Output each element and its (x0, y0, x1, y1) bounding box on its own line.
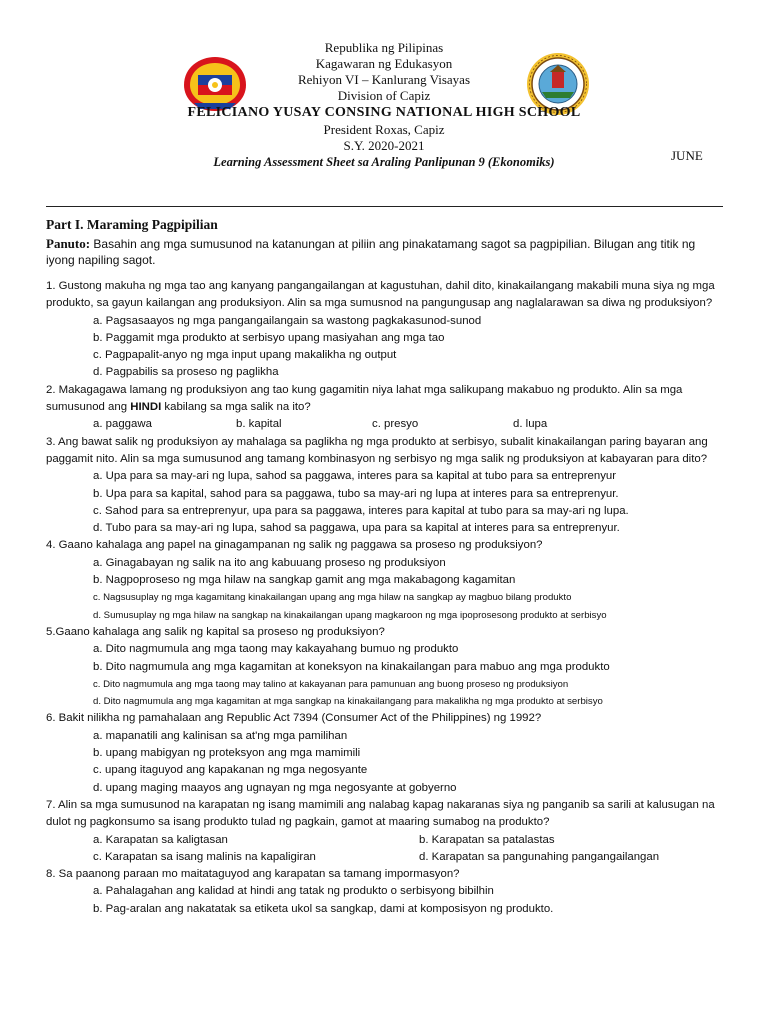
question-stem-emphasis: HINDI (130, 401, 162, 414)
option-b[interactable]: b. Nagpoproseso ng mga hilaw na sangkap gamit ang mga makabagong kagamitan (93, 574, 516, 587)
question-3 (46, 434, 721, 538)
option-a[interactable]: a. paggawa (93, 418, 152, 431)
question-4 (46, 537, 721, 623)
options-row (46, 832, 721, 849)
directions-label: Panuto: (46, 236, 91, 251)
question-stem (46, 382, 721, 417)
option-c[interactable]: c. presyo (372, 418, 419, 431)
option-b[interactable]: b. Paggamit mga produkto at serbisyo upang masiyahan ang mga tao (93, 331, 445, 344)
option-b[interactable]: b. kapital (236, 418, 282, 431)
options-row (46, 849, 721, 866)
question-stem: 3. Ang bawat salik ng produksiyon ay mahalaga sa paglikha ng mga produkto at serbisyo, subalit kinakailangan paring bayaran ang paggamit nito. Alin sa mga sumusunod ang tamang kombinasyon ng serbisyo ng mga salik ng produksiyon at kabayaran para dito? (46, 435, 708, 465)
question-stem: 6. Bakit nilikha ng pamahalaan ang Republic Act 7394 (Consumer Act of the Philippines) ng 1992? (46, 712, 542, 725)
option-b[interactable]: b. Dito nagmumula ang mga kagamitan at koneksyon na kinakailangan para mabuo ang mga produkto (93, 660, 610, 673)
question-5 (46, 624, 721, 710)
option-d[interactable]: d. Dito nagmumula ang mga kagamitan at mga sangkap na kinakailangang para makalikha ng mga produkto at serbisyo (93, 696, 603, 708)
question-8 (46, 866, 721, 918)
question-stem: 8. Sa paanong paraan mo maitataguyod ang karapatan sa tamang impormasyon? (46, 868, 460, 881)
question-stem-part: 2. Makagagawa lamang ng produksiyon ang tao kung gagamitin niya lahat mga salikupang makabuo ng produkto. Alin sa mga sumusunod ang (46, 383, 683, 414)
option-c[interactable]: c. Pagpapalit-anyo ng mga input upang makalikha ng output (93, 349, 397, 362)
option-d[interactable]: d. Tubo para sa may-ari ng lupa, sahod sa paggawa, upa para sa kapital at interes para sa entreprenyur. (93, 522, 620, 535)
option-a[interactable]: a. Karapatan sa kaligtasan (93, 833, 228, 846)
option-b[interactable]: b. Upa para sa kapital, sahod para sa paggawa, tubo sa may-ari ng lupa at interes para sa entreprenyur. (93, 487, 619, 500)
option-b[interactable]: b. Pag-aralan ang nakatatak sa etiketa ukol sa sangkap, dami at komposisyon ng produkto. (93, 902, 554, 915)
school-year: S.Y. 2020-2021 (343, 138, 425, 153)
header-division: Division of Capiz (337, 88, 431, 103)
option-c[interactable]: c. Karapatan sa isang malinis na kapaligiran (93, 850, 316, 863)
option-b[interactable]: b. Karapatan sa patalastas (419, 833, 555, 846)
option-d[interactable]: d. upang maging maayos ang ugnayan ng mga negosyante at gobyerno (93, 781, 457, 794)
school-name: FELICIANO YUSAY CONSING NATIONAL HIGH SCHOOL (187, 105, 581, 120)
header-divider (46, 206, 723, 207)
assessment-content (46, 216, 721, 918)
document-subtitle: Learning Assessment Sheet sa Araling Panlipunan 9 (Ekonomiks) (213, 155, 555, 169)
header-region: Rehiyon VI – Kanlurang Visayas (297, 72, 471, 87)
option-d[interactable]: d. Sumusuplay ng mga hilaw na sangkap na kinakailangan upang magkaroon ng mga ipoprosesong produkto at serbisyo (93, 609, 607, 621)
question-stem: 1. Gustong makuha ng mga tao ang kanyang pangangailangan at kagustuhan, dahil dito, kinakailangang makabili muna siya ng mga produkto, sa gayun kailangan ang produksiyon. Alin sa mga sumusnod na pangungusap ang naglalarawan sa diwa ng produksiyon? (46, 280, 715, 310)
question-stem: 5.Gaano kahalaga ang salik ng kapital sa proseso ng produksiyon? (46, 625, 385, 638)
option-a[interactable]: a. Pahalagahan ang kalidad at hindi ang tatak ng produkto o serbisyong bibilhin (93, 885, 494, 898)
option-d[interactable]: d. Pagpabilis sa proseso ng paglikha (93, 366, 279, 379)
option-c[interactable]: c. Sahod para sa entreprenyur, upa para sa paggawa, interes para kapital at tubo para sa may-ari ng lupa. (93, 504, 629, 517)
question-stem-part: kabilang sa mga salik na ito? (161, 401, 311, 414)
school-address: President Roxas, Capiz (323, 122, 445, 137)
option-d[interactable]: d. Karapatan sa pangunahing pangangailangan (419, 850, 660, 863)
question-7 (46, 797, 721, 866)
option-a[interactable]: a. Ginagabayan ng salik na ito ang kabuuang proseso ng produksiyon (93, 556, 446, 569)
option-c[interactable]: c. Dito nagmumula ang mga taong may talino at kakayanan para pamunuan ang buong proseso ng produksiyon (93, 678, 569, 690)
option-c[interactable]: c. upang itaguyod ang kapakanan ng mga negosyante (93, 764, 368, 777)
options-row (46, 416, 721, 433)
header-department: Kagawaran ng Edukasyon (315, 56, 453, 71)
option-a[interactable]: a. Pagsasaayos ng mga pangangailangain sa wastong pagkakasunod-sunod (93, 314, 482, 327)
question-2 (46, 382, 721, 434)
option-b[interactable]: b. upang mabigyan ng proteksyon ang mga mamimili (93, 747, 361, 760)
option-a[interactable]: a. Upa para sa may-ari ng lupa, sahod sa paggawa, interes para sa kapital at tubo para sa entreprenyur (93, 470, 617, 483)
document-header (0, 40, 768, 170)
question-1 (46, 278, 721, 382)
header-republic: Republika ng Pilipinas (324, 40, 444, 55)
option-c[interactable]: c. Nagsusuplay ng mga kagamitang kinakailangan upang ang mga hilaw na sangkap ay magbuo bilang produkto (93, 592, 572, 604)
directions-text: Basahin ang mga sumusunod na katanungan at piliin ang pinakatamang sagot sa pagpipilian. Bilugan ang titik ng iyong napiling sagot. (46, 237, 696, 267)
month-label: JUNE (671, 148, 703, 163)
option-a[interactable]: a. Dito nagmumula ang mga taong may kakayahang bumuo ng produkto (93, 643, 459, 656)
directions (46, 236, 721, 268)
question-6 (46, 710, 721, 796)
option-a[interactable]: a. mapanatili ang kalinisan sa at'ng mga pamilihan (93, 729, 348, 742)
question-stem: 7. Alin sa mga sumusunod na karapatan ng isang mamimili ang nalabag kapag nakaranas siya ng panganib sa sarili at kalusugan na dulot ng pagkonsumo sa isang produkto tulad ng pagkain, gamot at maaring sumabog na produkto? (46, 798, 715, 829)
question-stem: 4. Gaano kahalaga ang papel na ginagampanan ng salik ng paggawa sa proseso ng produksiyon? (46, 539, 543, 552)
option-d[interactable]: d. lupa (513, 418, 548, 431)
part-title: Part I. Maraming Pagpipilian (46, 217, 218, 232)
